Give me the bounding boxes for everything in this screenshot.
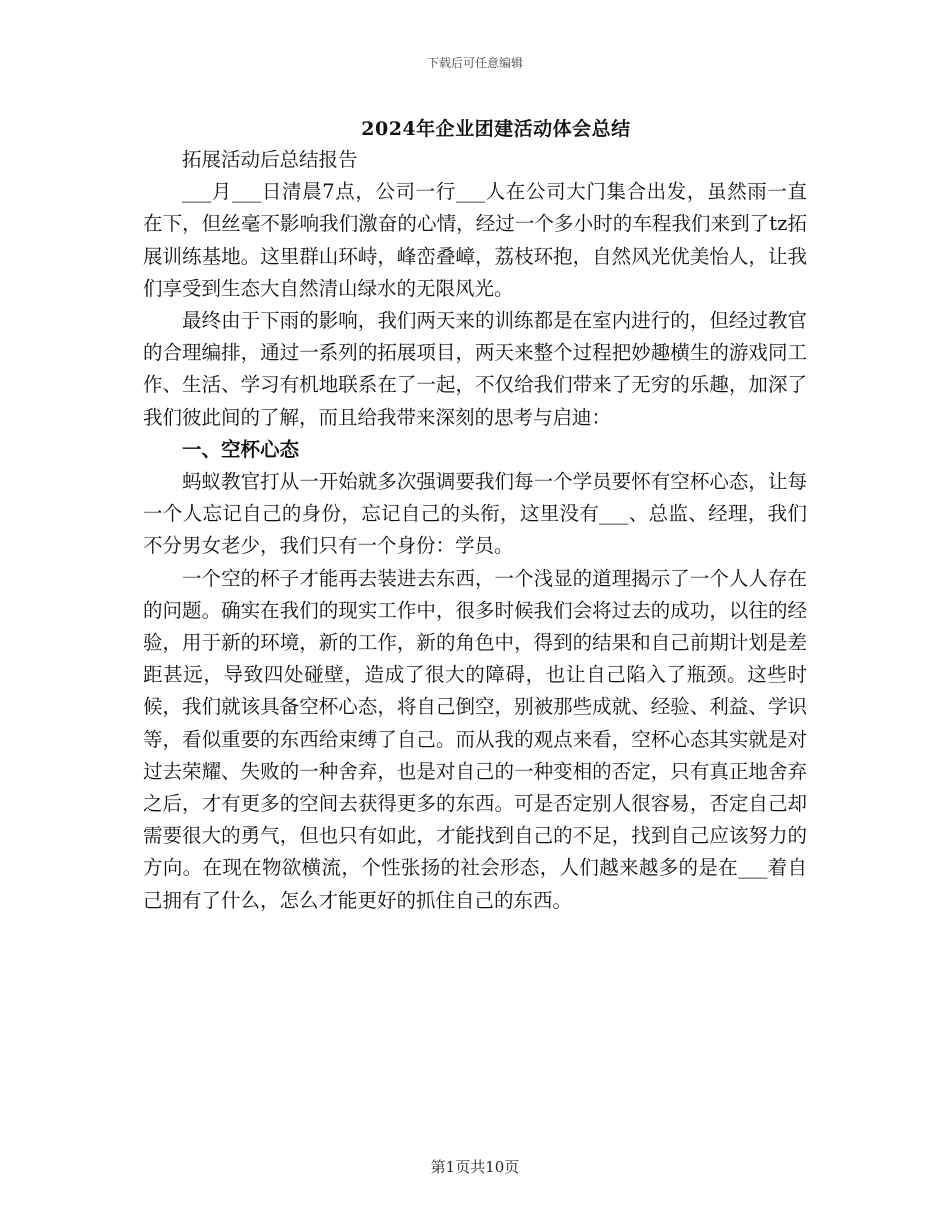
header-note: 下载后可任意编辑 [426,56,523,70]
section-heading-1: 一、空杯心态 [182,437,300,461]
body-paragraph-4: 一个空的杯子才能再去装进去东西，一个浅显的道理揭示了一个人人存在的问题。确实在我们的现实工作中，很多时候我们会将过去的成功，以往的经验，用于新的环境，新的工作，新的角色中，得到的结果和自己前期计划是差距甚远，导致四处碰壁，造成了很大的障碍，也让自己陷入了瓶颈。这些时候，我们就该具备空杯心态，将自己倒空，别被那些成就、经验、利益、学识等，看似重要的东西给束缚了自己。而从我的观点来看，空杯心态其实就是对过去荣耀、失败的一种舍弃，也是对自己的一种变相的否定，只有真正地舍弃之后，才有更多的空间去获得更多的东西。可是否定别人很容易，否定自己却需要很大的勇气，但也只有如此，才能找到自己的不足，找到自己应该努力的方向。在现在物欲横流，个性张扬的社会形态，人们越来越多的是在___着自己拥有了什么，怎么才能更好的抓住自己的东西。 [143,566,807,912]
body-paragraph-1: ___月___日清晨7点，公司一行___人在公司大门集合出发，虽然雨一直在下，但丝毫不影响我们激奋的心情，经过一个多小时的车程我们来到了tz拓展训练基地。这里群山环峙，峰峦叠嶂，荔枝环抱，自然风光优美怡人，让我们享受到生态大自然清山绿水的无限风光。 [143,180,807,300]
body-paragraph-3: 蚂蚁教官打从一开始就多次强调要我们每一个学员要怀有空杯心态，让每一个人忘记自己的身份，忘记自己的头衔，这里没有___、总监、经理，我们不分男女老少，我们只有一个身份：学员。 [143,470,807,558]
document-body [143,144,807,917]
document-title: 2024年企业团建活动体会总结 [361,118,631,140]
body-paragraph-2: 最终由于下雨的影响，我们两天来的训练都是在室内进行的，但经过教官的合理编排，通过一系列的拓展项目，两天来整个过程把妙趣横生的游戏同工作、生活、学习有机地联系在了一起，不仅给我们带来了无穷的乐趣，加深了我们彼此间的了解，而且给我带来深刻的思考与启迪： [143,309,807,429]
page-number-footer: 第1页共10页 [430,1158,520,1176]
subtitle-paragraph: 拓展活动后总结报告 [182,148,358,171]
